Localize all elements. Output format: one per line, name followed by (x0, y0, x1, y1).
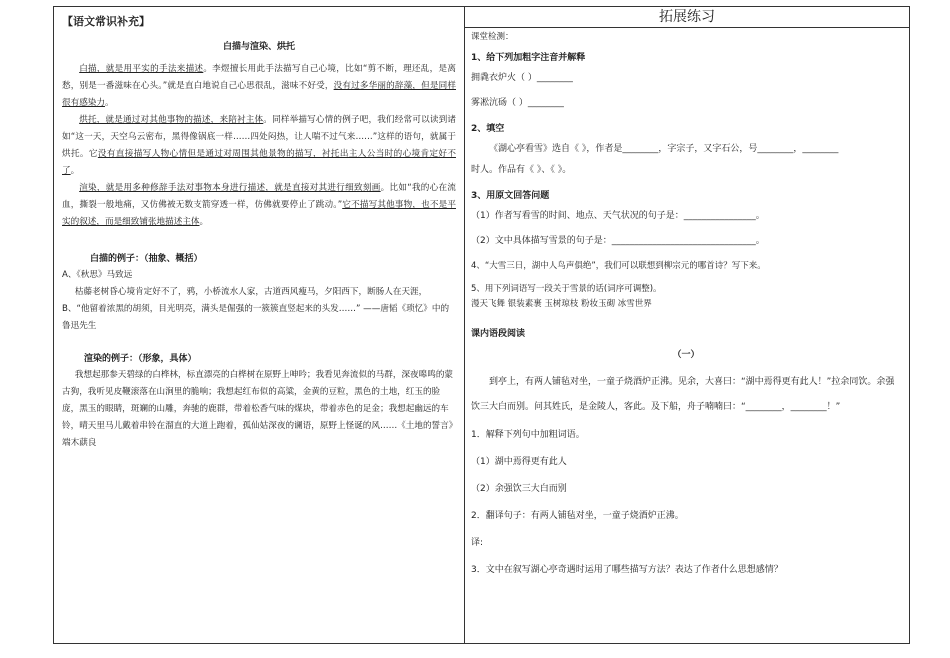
reading-q1-2: （2）余强饮三大白而别 (471, 484, 567, 494)
right-body (465, 28, 909, 578)
xuanran-definition: 渲染，就是用多种修辞手法对事物本身进行描述，就是直接对其进行细致刻画 (79, 183, 381, 193)
baimiao-examples-heading: 白描的例子：（抽象、概括） (90, 254, 203, 264)
q3-heading: 3、用原文回答问题 (471, 191, 550, 201)
reading-q1-1: （1）湖中焉得更有此人 (471, 457, 567, 467)
xuanran-note: 它不描写其他事物，也不是平实的叙述，而是细致铺张地描述主体 (62, 200, 456, 227)
q2-heading: 2、填空 (471, 124, 505, 134)
q5-text: 5、用下列词语写一段关于雪景的话(词序可调整)。 (471, 284, 662, 294)
reading-passage: 到亭上，有两人铺毡对坐，一童子烧酒炉正沸。见余，大喜曰：“湖中焉得更有此人！”拉余同饮。余强饮三大白而别。问其姓氏，是金陵人，客此。及下船，舟子喃喃曰：“________，________！” (471, 377, 895, 412)
q3-item-2: （2）文中具体描写雪景的句子是：________________________________。 (471, 236, 765, 246)
section-mark: （一） (672, 350, 700, 360)
baimiao-text: 。李煜擅长用此手法描写自己心境，比如“剪不断，理还乱，是离愁，别是一番滋味在心头。”就是直白地说自己心思很乱，滋味不好受， (62, 64, 456, 91)
xuanran-examples-heading: 渲染的例子：（形象，具体） (84, 354, 197, 364)
xuanran-text: 。比如“我的心在流血，撕裂一般地痛，又仿佛被无数支箭穿透一样，仿佛就要停止了跳动。” (62, 183, 457, 210)
hongtuo-note: 没有直接描写人物心情但是通过对周围其他景物的描写，衬托出主人公当时的心境肯定好不了 (62, 149, 456, 176)
q3-item-1: （1）作者写看雪的时间、地点、天气状况的句子是：________________。 (471, 211, 765, 221)
baimiao-note: 没有过多华丽的辞藻，但是同样很有感染力 (62, 81, 456, 108)
reading-q3: 3．文中在叙写湖心亭奇遇时运用了哪些描写方法？表达了作者什么思想感情？ (471, 565, 783, 575)
reading-q2: 2．翻译句子：有两人铺毡对坐，一童子烧酒炉正沸。 (471, 511, 684, 521)
xuanran-end: 。 (199, 217, 209, 227)
left-title: 【语文常识补充】 (62, 15, 150, 28)
q1-item-a: 拥毳衣炉火（ ）________ (471, 73, 573, 83)
reading-q1: 1．解释下列句中加粗词语。 (471, 430, 585, 440)
example-a-text: 枯藤老树昏心境肯定好不了，鸦，小桥流水人家，古道西风瘦马，夕阳西下，断肠人在天涯， (74, 287, 428, 297)
xuanran-example-text: 我想起那参天碧绿的白桦林，标直漂亮的白桦树在原野上呻吟；我看见奔流似的马群，深夜嗥鸣的蒙古狗，我听见皮鞭滚落在山涧里的脆响；我想起红布似的高粱，金黄的豆粒，黑色的土地，红玉的脸庞，黑玉的眼睛，斑斓的山雕，奔驰的鹿群，带着松香气味的煤块，带着赤色的足金；我想起幽远的车铃，晴天里马儿戴着串铃在溜直的大道上跑着，孤仙姑深夜的谰语，原野上怪诞的风……《土地的誓言》端木蕻良 (62, 370, 454, 448)
reading-q2-answer: 译: (471, 538, 484, 548)
q1-heading: 1、给下列加粗字注音并解释 (471, 53, 586, 63)
hongtuo-definition: 烘托，就是通过对其他事物的描述，来陪衬主体 (79, 115, 264, 125)
example-a-label: A、《秋思》马致远 (62, 270, 133, 280)
reading-heading: 课内语段阅读 (471, 329, 526, 339)
hongtuo-end: 。 (70, 166, 80, 176)
q1-item-b: 雾凇沆砀（ ）________ (471, 98, 564, 108)
q2-line-1: 《湖心亭看雪》选自《 》，作者是________，字宗子，又字石公，号________，________ (489, 144, 839, 154)
example-b-text: B、“他留着浓黑的胡须，目光明亮，满头是倔强的一簇簇直竖起来的头发……” ——唐韬《琐忆》中的鲁迅先生 (62, 304, 450, 331)
hongtuo-text: 。同样举描写心情的例子吧，我们经常可以读到诸如“这一天，天空乌云密布，黑得像锅底一样……四处闷热，让人喘不过气来……”这样的语句，就属于烘托。它 (62, 115, 456, 159)
paragraph-xuanran (62, 180, 456, 231)
q2-line-2: 时人。作品有《 》、《 》。 (471, 165, 572, 175)
right-header: 拓展练习 (465, 7, 909, 28)
baimiao-end: 。 (104, 98, 114, 108)
q5-words: 漫天飞舞 银装素裹 玉树琼枝 粉妆玉砌 冰雪世界 (471, 299, 652, 309)
paragraph-baimiao (62, 61, 456, 112)
q4-text: 4、“大雪三日，湖中人鸟声俱绝”，我们可以联想到柳宗元的哪首诗？写下来。 (471, 261, 766, 271)
paragraph-hongtuo (62, 112, 456, 180)
worksheet (53, 6, 910, 644)
left-column (54, 7, 464, 452)
baimiao-definition: 白描，就是用平实的手法来描述 (79, 64, 204, 74)
check-label: 课堂检测： (471, 32, 514, 42)
right-column (465, 7, 909, 590)
left-subtitle: 白描与渲染、烘托 (222, 42, 295, 52)
